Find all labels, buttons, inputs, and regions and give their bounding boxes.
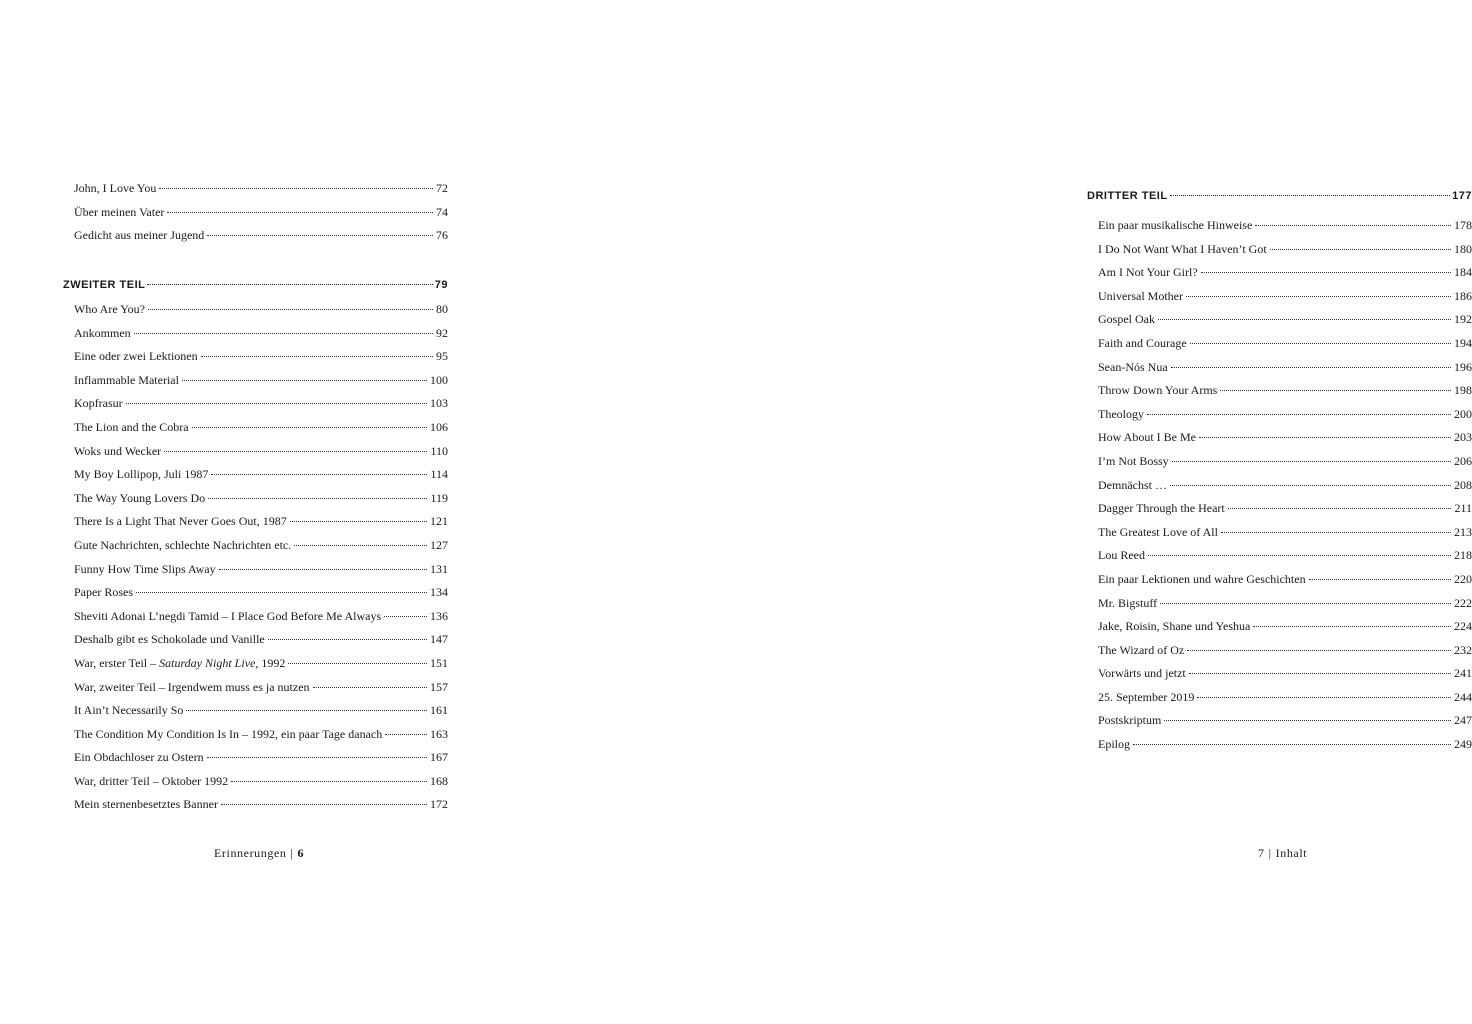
dot-leader bbox=[1164, 720, 1451, 721]
toc-entry-title bbox=[74, 373, 179, 388]
dot-leader bbox=[192, 427, 427, 428]
dot-leader bbox=[147, 284, 432, 285]
toc-entry-title bbox=[74, 727, 382, 742]
dot-leader bbox=[313, 687, 427, 688]
toc-entry-title-text: Über meinen Vater bbox=[74, 204, 165, 219]
toc-entry-title-text: The Condition My Condition Is In – 1992, ein paar Tage danach bbox=[74, 726, 383, 741]
toc-entry-page-number: 241 bbox=[1454, 666, 1472, 681]
toc-entry-page-number: 163 bbox=[430, 726, 448, 741]
toc-entry bbox=[74, 774, 448, 798]
toc-entry-page-number: 76 bbox=[436, 228, 448, 243]
dot-leader bbox=[294, 545, 427, 546]
toc-entry-title-text: Ein paar musikalische Hinweise bbox=[1098, 218, 1253, 232]
toc-entry-title-text: Woks und Wecker bbox=[74, 443, 162, 458]
dot-leader bbox=[268, 639, 427, 640]
toc-entry bbox=[74, 205, 448, 229]
dot-leader bbox=[186, 710, 427, 711]
dot-leader bbox=[1148, 555, 1451, 556]
toc-entry bbox=[1098, 548, 1472, 572]
toc-entry-page-number: 232 bbox=[1454, 642, 1472, 657]
toc-entry bbox=[74, 585, 448, 609]
dot-leader bbox=[126, 403, 427, 404]
toc-entry-page-number: 114 bbox=[430, 467, 448, 482]
dot-leader bbox=[1172, 461, 1451, 462]
toc-entry-title-text: Theology bbox=[1098, 406, 1144, 421]
toc-entry-page-number: 200 bbox=[1454, 406, 1472, 421]
toc-entry-title-text: Gute Nachrichten, schlechte Nachrichten etc. bbox=[74, 537, 292, 552]
toc-entry bbox=[1098, 265, 1472, 289]
toc-entry-title-text: Ankommen bbox=[74, 325, 131, 340]
dot-leader bbox=[1133, 744, 1451, 745]
dot-leader bbox=[1253, 626, 1451, 627]
toc-entry-page-number: 198 bbox=[1454, 383, 1472, 398]
toc-entry-title bbox=[1098, 501, 1225, 516]
toc-entry bbox=[1098, 312, 1472, 336]
section-page-number: 177 bbox=[1452, 190, 1472, 202]
dot-leader bbox=[1189, 673, 1451, 674]
dot-leader bbox=[164, 451, 427, 452]
toc-entry-title-text: How About I Be Me bbox=[1098, 430, 1196, 445]
toc-entry bbox=[74, 727, 448, 751]
toc-entry-page-number: 203 bbox=[1454, 430, 1472, 445]
toc-entry bbox=[1098, 289, 1472, 313]
toc-entry-title bbox=[1098, 407, 1144, 422]
toc-entry-page-number: 136 bbox=[430, 608, 448, 623]
toc-entry-title-text: Mr. Bigstuff bbox=[1098, 595, 1158, 610]
toc-entry-page-number: 180 bbox=[1454, 241, 1472, 256]
toc-entry bbox=[1098, 430, 1472, 454]
toc-entry-page-number: 192 bbox=[1454, 312, 1472, 327]
toc-entry-title bbox=[1098, 737, 1130, 752]
toc-entry-title-text: The Lion and the Cobra bbox=[74, 419, 189, 434]
toc-entry bbox=[1098, 666, 1472, 690]
toc-entry-title bbox=[1098, 478, 1167, 493]
toc-entry-page-number: 74 bbox=[436, 204, 448, 219]
toc-entry-title-text: Gedicht aus meiner Jugend bbox=[74, 228, 205, 243]
dot-leader bbox=[288, 663, 427, 664]
dot-leader bbox=[385, 734, 427, 735]
section-title: ZWEITER TEIL bbox=[63, 279, 146, 291]
toc-entry-title-text: The Greatest Love of All bbox=[1098, 524, 1218, 539]
toc-entry bbox=[74, 538, 448, 562]
toc-entry-title-text: It Ain’t Necessarily So bbox=[74, 703, 184, 718]
toc-entry-title-text: My Boy Lollipop, Juli 1987 bbox=[74, 467, 209, 482]
toc-entry-title-text: Ein paar Lektionen und wahre Geschichten bbox=[1098, 571, 1306, 586]
dot-leader bbox=[1197, 697, 1451, 698]
dot-leader bbox=[1170, 485, 1451, 486]
dot-leader bbox=[159, 188, 433, 189]
toc-entry-page-number: 172 bbox=[430, 797, 448, 812]
toc-entry-title bbox=[74, 680, 310, 695]
toc-entry-title bbox=[74, 774, 228, 789]
toc-entry bbox=[74, 609, 448, 633]
dot-leader bbox=[1201, 272, 1451, 273]
page-footer-right bbox=[1258, 846, 1307, 861]
toc-entry-title bbox=[1098, 572, 1306, 587]
toc-entry-title-text: Ein Obdachloser zu Ostern bbox=[74, 750, 204, 765]
toc-entry-title-text: I’m Not Bossy bbox=[1098, 453, 1169, 468]
toc-entry-page-number: 127 bbox=[430, 537, 448, 552]
toc-entry-title bbox=[74, 562, 216, 577]
dot-leader bbox=[201, 356, 433, 357]
toc-entry-title bbox=[74, 514, 287, 529]
toc-entry-title-text: Deshalb gibt es Schokolade und Vanille bbox=[74, 632, 265, 647]
dot-leader bbox=[211, 474, 427, 475]
toc-entry-title-text: Jake, Roisin, Shane und Yeshua bbox=[1098, 619, 1251, 634]
toc-entry-title bbox=[1098, 525, 1218, 540]
toc-entry bbox=[1098, 336, 1472, 360]
toc-entry bbox=[1098, 690, 1472, 714]
dot-leader bbox=[1147, 414, 1451, 415]
toc-entry bbox=[74, 467, 448, 491]
toc-entry-page-number: 206 bbox=[1454, 453, 1472, 468]
toc-entry-title bbox=[1098, 690, 1194, 705]
toc-entry-title bbox=[1098, 548, 1145, 563]
toc-entry-page-number: 218 bbox=[1454, 548, 1472, 563]
dot-leader bbox=[182, 380, 427, 381]
dot-leader bbox=[1228, 508, 1452, 509]
dot-leader bbox=[1187, 650, 1451, 651]
toc-entry bbox=[74, 444, 448, 468]
toc-entry bbox=[74, 228, 448, 252]
dot-leader bbox=[207, 757, 427, 758]
toc-entry-title bbox=[1098, 666, 1186, 681]
footer-page-number: 6 bbox=[297, 846, 305, 860]
toc-entry-title-text: The Wizard of Oz bbox=[1098, 642, 1185, 657]
toc-entry-title bbox=[74, 228, 204, 243]
dot-leader bbox=[1160, 603, 1451, 604]
toc-entry-title-text: Kopfrasur bbox=[74, 396, 123, 411]
toc-entry-page-number: 95 bbox=[436, 349, 448, 364]
toc-entry bbox=[74, 562, 448, 586]
toc-entry-title bbox=[74, 585, 133, 600]
footer-separator: | bbox=[290, 846, 294, 860]
dot-leader bbox=[219, 569, 427, 570]
toc-entry-page-number: 249 bbox=[1454, 737, 1472, 752]
toc-entry-title bbox=[74, 420, 189, 435]
section-title: DRITTER TEIL bbox=[1087, 190, 1168, 202]
toc-list-dritter-teil bbox=[1098, 218, 1472, 761]
toc-entry-page-number: 103 bbox=[430, 396, 448, 411]
toc-entry bbox=[1098, 525, 1472, 549]
toc-list-zweiter-teil bbox=[74, 302, 448, 821]
toc-entry-title-text: Am I Not Your Girl? bbox=[1098, 265, 1198, 280]
toc-entry-page-number: 178 bbox=[1454, 218, 1472, 232]
toc-entry-title-text: Funny How Time Slips Away bbox=[74, 561, 216, 576]
footer-page-number: 7 bbox=[1258, 846, 1265, 860]
dot-leader bbox=[134, 333, 433, 334]
toc-entry-title bbox=[1098, 430, 1196, 445]
toc-entry-title-text: Who Are You? bbox=[74, 302, 145, 316]
toc-entry bbox=[1098, 737, 1472, 761]
footer-label: Inhalt bbox=[1275, 846, 1308, 860]
toc-entry-title bbox=[1098, 713, 1161, 728]
toc-entry bbox=[74, 632, 448, 656]
toc-entry bbox=[74, 656, 448, 680]
toc-entry bbox=[74, 373, 448, 397]
toc-entry bbox=[1098, 407, 1472, 431]
toc-entry-page-number: 220 bbox=[1454, 571, 1472, 586]
dot-leader bbox=[231, 781, 427, 782]
dot-leader bbox=[1170, 195, 1451, 196]
toc-entry bbox=[74, 420, 448, 444]
toc-entry bbox=[74, 349, 448, 373]
toc-entry bbox=[1098, 643, 1472, 667]
toc-entry-title-text: Inflammable Material bbox=[74, 372, 179, 387]
toc-entry-title-text: Throw Down Your Arms bbox=[1098, 383, 1218, 398]
toc-entry-title bbox=[74, 205, 164, 220]
toc-entry-title bbox=[1098, 265, 1198, 280]
toc-entry-title bbox=[74, 349, 198, 364]
toc-entry bbox=[1098, 454, 1472, 478]
toc-entry-title-text: Dagger Through the Heart bbox=[1098, 501, 1225, 516]
toc-entry-title bbox=[1098, 383, 1217, 398]
toc-entry-page-number: 106 bbox=[430, 419, 448, 434]
toc-entry bbox=[74, 750, 448, 774]
toc-entry-page-number: 151 bbox=[430, 655, 448, 670]
toc-entry-page-number: 119 bbox=[430, 490, 448, 505]
toc-entry-title bbox=[74, 750, 204, 765]
toc-entry-title-text: Sean-Nós Nua bbox=[1098, 359, 1168, 374]
toc-entry-title bbox=[74, 632, 265, 647]
dot-leader bbox=[148, 309, 433, 310]
toc-entry-title-text: The Way Young Lovers Do bbox=[74, 490, 206, 505]
toc-entry-title-italic: Saturday Night Live, bbox=[159, 655, 259, 670]
dot-leader bbox=[207, 235, 433, 236]
toc-entry-title-text: Vorwärts und jetzt bbox=[1098, 666, 1186, 681]
toc-entry bbox=[1098, 619, 1472, 643]
dot-leader bbox=[1190, 343, 1451, 344]
toc-entry-title bbox=[1098, 619, 1250, 634]
toc-entry-title-text: Postskriptum bbox=[1098, 713, 1162, 728]
toc-entry-page-number: 211 bbox=[1454, 501, 1472, 516]
toc-entry-title-text: There Is a Light That Never Goes Out, 1987 bbox=[74, 514, 287, 529]
dot-leader bbox=[1221, 532, 1451, 533]
toc-entry-title bbox=[1098, 596, 1157, 611]
toc-list-top bbox=[74, 181, 448, 252]
dot-leader bbox=[1199, 437, 1451, 438]
toc-entry-page-number: 131 bbox=[430, 561, 448, 576]
left-page bbox=[0, 0, 512, 1024]
toc-entry-title bbox=[74, 609, 381, 624]
toc-entry-title-text: Epilog bbox=[1098, 737, 1130, 752]
toc-entry-page-number: 196 bbox=[1454, 359, 1472, 374]
dot-leader bbox=[1158, 319, 1451, 320]
toc-entry-page-number: 167 bbox=[430, 750, 448, 765]
toc-entry-title bbox=[1098, 360, 1168, 375]
dot-leader bbox=[1270, 249, 1451, 250]
dot-leader bbox=[384, 616, 427, 617]
toc-entry-page-number: 110 bbox=[430, 443, 448, 458]
toc-entry-title-text: Universal Mother bbox=[1098, 288, 1183, 303]
dot-leader bbox=[1309, 579, 1451, 580]
dot-leader bbox=[221, 804, 427, 805]
toc-entry bbox=[1098, 218, 1472, 242]
toc-entry-page-number: 194 bbox=[1454, 335, 1472, 350]
dot-leader bbox=[167, 212, 433, 213]
toc-entry-title-text: Sheviti Adonai L’negdi Tamid – I Place God Before Me Always bbox=[74, 608, 382, 623]
page-footer-left bbox=[214, 846, 304, 861]
toc-entry-title bbox=[74, 538, 291, 553]
toc-entry-page-number: 92 bbox=[436, 325, 448, 340]
footer-label: Erinnerungen bbox=[214, 846, 287, 860]
toc-entry-title bbox=[74, 326, 131, 341]
toc-entry-title bbox=[1098, 643, 1184, 658]
toc-entry bbox=[1098, 713, 1472, 737]
toc-entry-title-text: Mein sternenbesetztes Banner bbox=[74, 797, 218, 812]
dot-leader bbox=[1255, 225, 1451, 226]
toc-entry-title-text: 25. September 2019 bbox=[1098, 689, 1195, 704]
toc-entry bbox=[74, 514, 448, 538]
toc-entry bbox=[1098, 360, 1472, 384]
toc-entry-page-number: 80 bbox=[436, 302, 448, 316]
dot-leader bbox=[290, 521, 427, 522]
toc-entry-title-text: I Do Not Want What I Haven’t Got bbox=[1098, 241, 1267, 256]
toc-entry-page-number: 72 bbox=[436, 181, 448, 195]
toc-entry bbox=[1098, 383, 1472, 407]
section-page-number: 79 bbox=[434, 279, 448, 291]
footer-separator: | bbox=[1268, 846, 1272, 860]
toc-entry-title bbox=[74, 181, 156, 196]
toc-entry-title-suffix: 1992 bbox=[258, 655, 286, 670]
toc-entry-title-text: Paper Roses bbox=[74, 585, 133, 600]
toc-entry-page-number: 224 bbox=[1454, 619, 1472, 634]
toc-entry-page-number: 247 bbox=[1454, 713, 1472, 728]
dot-leader bbox=[1186, 296, 1451, 297]
toc-entry-title-text: Lou Reed bbox=[1098, 548, 1145, 563]
right-page bbox=[512, 0, 1472, 1024]
toc-entry-title bbox=[1098, 312, 1155, 327]
toc-entry-page-number: 121 bbox=[430, 514, 448, 529]
toc-entry-title-text: Eine oder zwei Lektionen bbox=[74, 349, 198, 364]
toc-entry bbox=[74, 703, 448, 727]
toc-entry-page-number: 134 bbox=[430, 585, 448, 600]
toc-entry-title-text: John, I Love You bbox=[74, 181, 157, 195]
toc-entry-title-text: Demnächst … bbox=[1098, 477, 1167, 492]
toc-entry bbox=[74, 396, 448, 420]
toc-entry-page-number: 186 bbox=[1454, 288, 1472, 303]
toc-entry-title-text: War, dritter Teil – Oktober 1992 bbox=[74, 773, 229, 788]
toc-entry-page-number: 208 bbox=[1454, 477, 1472, 492]
toc-entry-title bbox=[74, 302, 145, 317]
toc-entry-page-number: 244 bbox=[1454, 689, 1472, 704]
section-heading-dritter-teil bbox=[1087, 190, 1472, 210]
dot-leader bbox=[1220, 390, 1451, 391]
toc-entry-title bbox=[74, 656, 285, 671]
toc-entry-page-number: 161 bbox=[430, 703, 448, 718]
toc-entry-page-number: 147 bbox=[430, 632, 448, 647]
toc-entry-title bbox=[74, 491, 205, 506]
toc-entry-page-number: 100 bbox=[430, 372, 448, 387]
section-heading-zweiter-teil bbox=[63, 279, 448, 299]
toc-entry bbox=[74, 491, 448, 515]
toc-entry-page-number: 213 bbox=[1454, 524, 1472, 539]
toc-entry-title bbox=[74, 703, 183, 718]
toc-entry-title bbox=[74, 444, 161, 459]
toc-entry bbox=[74, 680, 448, 704]
toc-entry-title bbox=[74, 797, 218, 812]
toc-entry-title bbox=[74, 396, 123, 411]
toc-entry bbox=[74, 326, 448, 350]
toc-entry-title bbox=[1098, 242, 1267, 257]
dot-leader bbox=[1171, 367, 1451, 368]
toc-entry-title bbox=[74, 467, 208, 482]
toc-entry-title-text: War, erster Teil – bbox=[74, 655, 160, 670]
toc-entry bbox=[1098, 596, 1472, 620]
toc-entry bbox=[74, 302, 448, 326]
toc-entry-title bbox=[1098, 336, 1187, 351]
toc-entry bbox=[1098, 501, 1472, 525]
toc-entry bbox=[1098, 572, 1472, 596]
toc-entry-title bbox=[1098, 454, 1169, 469]
toc-entry-title-text: Faith and Courage bbox=[1098, 335, 1187, 350]
toc-entry-page-number: 222 bbox=[1454, 595, 1472, 610]
dot-leader bbox=[136, 592, 427, 593]
toc-entry bbox=[1098, 478, 1472, 502]
toc-entry-title-text: Gospel Oak bbox=[1098, 312, 1155, 327]
toc-entry-title bbox=[1098, 218, 1252, 233]
toc-entry bbox=[1098, 242, 1472, 266]
toc-entry bbox=[74, 181, 448, 205]
toc-entry-page-number: 157 bbox=[430, 679, 448, 694]
toc-entry-title bbox=[1098, 289, 1183, 304]
toc-entry-page-number: 168 bbox=[430, 773, 448, 788]
toc-entry-title-text: War, zweiter Teil – Irgendwem muss es ja nutzen bbox=[74, 679, 310, 694]
toc-entry-page-number: 184 bbox=[1454, 265, 1472, 280]
dot-leader bbox=[208, 498, 427, 499]
toc-entry bbox=[74, 797, 448, 821]
